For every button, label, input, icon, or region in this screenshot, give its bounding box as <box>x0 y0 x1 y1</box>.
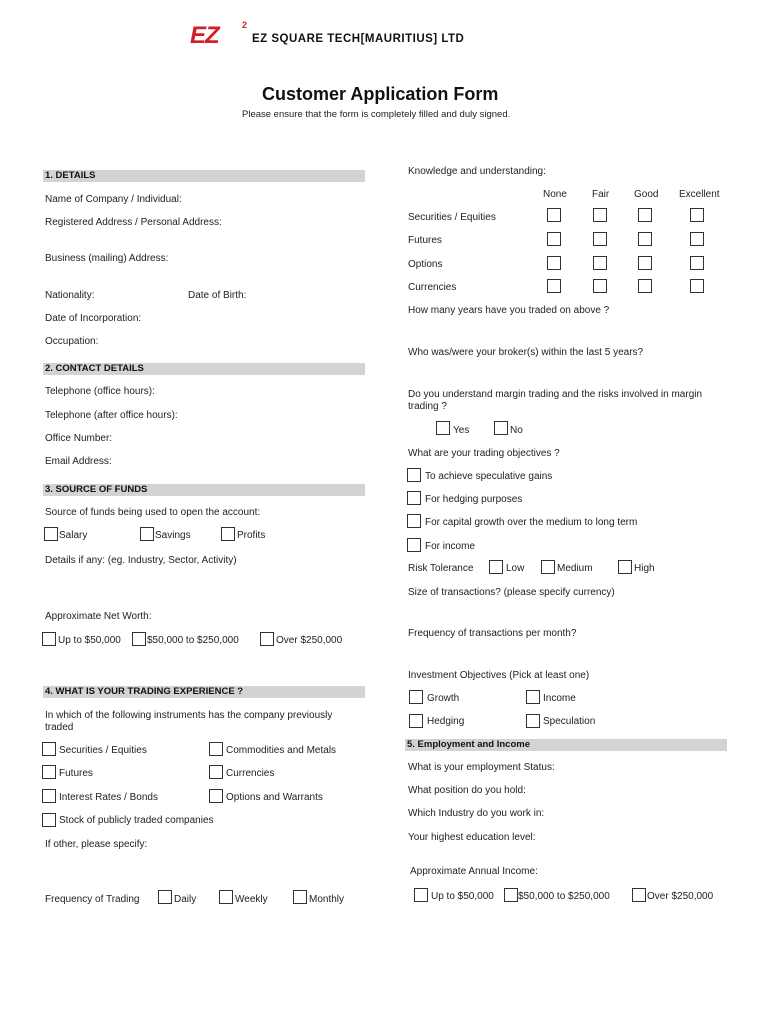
income-up-to-50k-checkbox[interactable] <box>414 888 428 902</box>
risk-tolerance-label: Risk Tolerance <box>408 563 474 574</box>
knowledge-col-good: Good <box>634 189 659 200</box>
frequency-trading-label: Frequency of Trading <box>45 894 140 905</box>
salary-checkbox[interactable] <box>44 527 58 541</box>
inv-speculation-checkbox[interactable] <box>526 714 540 728</box>
occupation-label: Occupation: <box>45 336 99 347</box>
freq-daily-label: Daily <box>174 894 197 905</box>
net-worth-50k-250k-label: $50,000 to $250,000 <box>147 635 239 646</box>
logo-mark: EZ <box>190 22 219 49</box>
net-worth-over-250k-checkbox[interactable] <box>260 632 274 646</box>
margin-question-line1: Do you understand margin trading and the risks involved in margin <box>408 389 703 400</box>
securities-excellent-checkbox[interactable] <box>690 208 704 222</box>
risk-medium-label: Medium <box>557 563 593 574</box>
inv-growth-label: Growth <box>427 693 460 704</box>
futures-fair-checkbox[interactable] <box>593 232 607 246</box>
exp-interest-label: Interest Rates / Bonds <box>59 792 158 803</box>
securities-none-checkbox[interactable] <box>547 208 561 222</box>
futures-good-checkbox[interactable] <box>638 232 652 246</box>
obj-hedging-label: For hedging purposes <box>425 494 523 505</box>
trading-objectives-label: What are your trading objectives ? <box>408 448 560 459</box>
instruments-question-line2: traded <box>45 722 74 733</box>
exp-currencies-checkbox[interactable] <box>209 765 223 779</box>
risk-medium-checkbox[interactable] <box>541 560 555 574</box>
options-none-checkbox[interactable] <box>547 256 561 270</box>
knowledge-heading: Knowledge and understanding: <box>408 166 546 177</box>
savings-checkbox[interactable] <box>140 527 154 541</box>
obj-income-checkbox[interactable] <box>407 538 421 552</box>
knowledge-row-options: Options <box>408 259 443 270</box>
currencies-none-checkbox[interactable] <box>547 279 561 293</box>
risk-high-checkbox[interactable] <box>618 560 632 574</box>
obj-speculative-checkbox[interactable] <box>407 468 421 482</box>
exp-futures-label: Futures <box>59 768 93 779</box>
obj-income-label: For income <box>425 541 476 552</box>
obj-growth-checkbox[interactable] <box>407 514 421 528</box>
exp-commodities-label: Commodities and Metals <box>226 745 337 756</box>
risk-low-checkbox[interactable] <box>489 560 503 574</box>
employment-status-label: What is your employment Status: <box>408 762 555 773</box>
obj-speculative-label: To achieve speculative gains <box>425 471 553 482</box>
exp-securities-label: Securities / Equities <box>59 745 147 756</box>
risk-high-label: High <box>634 563 655 574</box>
exp-stock-checkbox[interactable] <box>42 813 56 827</box>
mailing-address-label: Business (mailing) Address: <box>45 253 169 264</box>
inv-hedging-label: Hedging <box>427 716 465 727</box>
section-details-header: 1. DETAILS <box>43 170 365 182</box>
net-worth-up-to-50k-label: Up to $50,000 <box>58 635 121 646</box>
other-specify-label: If other, please specify: <box>45 839 148 850</box>
income-over-250k-checkbox[interactable] <box>632 888 646 902</box>
section-experience-header: 4. WHAT IS YOUR TRADING EXPERIENCE ? <box>43 686 365 698</box>
industry-label: Which Industry do you work in: <box>408 808 545 819</box>
source-of-funds-label: Source of funds being used to open the account: <box>45 507 261 518</box>
knowledge-row-securities: Securities / Equities <box>408 212 496 223</box>
logo-superscript: 2 <box>242 20 248 30</box>
inv-hedging-checkbox[interactable] <box>409 714 423 728</box>
date-of-birth-label: Date of Birth: <box>188 290 247 301</box>
annual-income-label: Approximate Annual Income: <box>410 866 538 877</box>
inv-growth-checkbox[interactable] <box>409 690 423 704</box>
knowledge-row-currencies: Currencies <box>408 282 457 293</box>
net-worth-label: Approximate Net Worth: <box>45 611 152 622</box>
salary-label: Salary <box>59 530 88 541</box>
income-50k-250k-label: $50,000 to $250,000 <box>518 891 610 902</box>
email-address-label: Email Address: <box>45 456 112 467</box>
education-label: Your highest education level: <box>408 832 536 843</box>
page-title: Customer Application Form <box>262 84 499 104</box>
margin-no-label: No <box>510 425 523 436</box>
income-up-to-50k-label: Up to $50,000 <box>431 891 494 902</box>
position-label: What position do you hold: <box>408 785 526 796</box>
margin-yes-label: Yes <box>453 425 470 436</box>
knowledge-col-excellent: Excellent <box>679 189 720 200</box>
section-funds-header: 3. SOURCE OF FUNDS <box>43 484 365 496</box>
exp-futures-checkbox[interactable] <box>42 765 56 779</box>
knowledge-col-fair: Fair <box>592 189 610 200</box>
freq-monthly-checkbox[interactable] <box>293 890 307 904</box>
exp-stock-label: Stock of publicly traded companies <box>59 815 214 826</box>
currencies-good-checkbox[interactable] <box>638 279 652 293</box>
exp-options-label: Options and Warrants <box>226 792 323 803</box>
net-worth-up-to-50k-checkbox[interactable] <box>42 632 56 646</box>
freq-monthly-label: Monthly <box>309 894 345 905</box>
income-over-250k-label: Over $250,000 <box>647 891 714 902</box>
income-50k-250k-checkbox[interactable] <box>504 888 518 902</box>
obj-growth-label: For capital growth over the medium to long term <box>425 517 638 528</box>
options-excellent-checkbox[interactable] <box>690 256 704 270</box>
exp-commodities-checkbox[interactable] <box>209 742 223 756</box>
savings-label: Savings <box>155 530 191 541</box>
profits-label: Profits <box>237 530 266 541</box>
margin-no-checkbox[interactable] <box>494 421 508 435</box>
company-name-label: Name of Company / Individual: <box>45 194 182 205</box>
exp-options-checkbox[interactable] <box>209 789 223 803</box>
options-fair-checkbox[interactable] <box>593 256 607 270</box>
telephone-office-label: Telephone (office hours): <box>45 386 155 397</box>
investment-objectives-label: Investment Objectives (Pick at least one) <box>408 670 590 681</box>
knowledge-col-none: None <box>543 189 567 200</box>
section-contact-header: 2. CONTACT DETAILS <box>43 363 365 375</box>
registered-address-label: Registered Address / Personal Address: <box>45 217 222 228</box>
exp-interest-checkbox[interactable] <box>42 789 56 803</box>
freq-weekly-checkbox[interactable] <box>219 890 233 904</box>
freq-weekly-label: Weekly <box>235 894 268 905</box>
funds-details-label: Details if any: (eg. Industry, Sector, Activity) <box>45 555 237 566</box>
knowledge-row-futures: Futures <box>408 235 442 246</box>
logo-company-name: EZ SQUARE TECH[MAURITIUS] LTD <box>252 33 465 45</box>
inv-income-checkbox[interactable] <box>526 690 540 704</box>
net-worth-over-250k-label: Over $250,000 <box>276 635 343 646</box>
obj-hedging-checkbox[interactable] <box>407 491 421 505</box>
currencies-fair-checkbox[interactable] <box>593 279 607 293</box>
profits-checkbox[interactable] <box>221 527 235 541</box>
brokers-label: Who was/were your broker(s) within the last 5 years? <box>408 347 644 358</box>
margin-yes-checkbox[interactable] <box>436 421 450 435</box>
inv-income-label: Income <box>543 693 576 704</box>
futures-excellent-checkbox[interactable] <box>690 232 704 246</box>
office-number-label: Office Number: <box>45 433 113 444</box>
telephone-after-label: Telephone (after office hours): <box>45 410 178 421</box>
page-subtitle: Please ensure that the form is completely filled and duly signed. <box>242 109 511 120</box>
net-worth-50k-250k-checkbox[interactable] <box>132 632 146 646</box>
inv-speculation-label: Speculation <box>543 716 596 727</box>
exp-securities-checkbox[interactable] <box>42 742 56 756</box>
company-logo <box>190 22 575 50</box>
transaction-size-label: Size of transactions? (please specify currency) <box>408 587 615 598</box>
futures-none-checkbox[interactable] <box>547 232 561 246</box>
incorporation-date-label: Date of Incorporation: <box>45 313 142 324</box>
instruments-question-line1: In which of the following instruments has the company previously <box>45 710 333 721</box>
nationality-label: Nationality: <box>45 290 95 301</box>
margin-question-line2: trading ? <box>408 401 447 412</box>
exp-currencies-label: Currencies <box>226 768 275 779</box>
section-employment-header: 5. Employment and Income <box>405 739 727 751</box>
securities-fair-checkbox[interactable] <box>593 208 607 222</box>
currencies-excellent-checkbox[interactable] <box>690 279 704 293</box>
options-good-checkbox[interactable] <box>638 256 652 270</box>
securities-good-checkbox[interactable] <box>638 208 652 222</box>
transaction-frequency-label: Frequency of transactions per month? <box>408 628 577 639</box>
risk-low-label: Low <box>506 563 525 574</box>
freq-daily-checkbox[interactable] <box>158 890 172 904</box>
years-traded-label: How many years have you traded on above ? <box>408 305 610 316</box>
